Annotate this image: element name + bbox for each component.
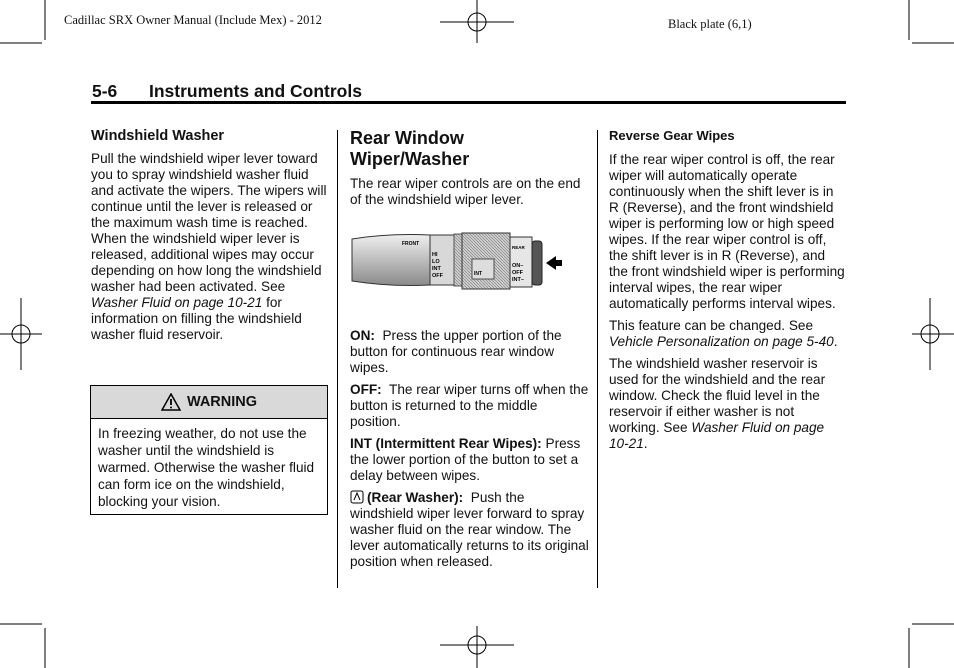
personalization-paragraph: This feature can be changed. See Vehicle Personalization on page 5-40. [609, 318, 838, 349]
int-label: INT [474, 271, 483, 277]
rear-label-int: INT– [512, 277, 524, 283]
speed-label-lo: LO [432, 259, 440, 265]
washer-fluid-link-2[interactable]: Washer Fluid on page 10-21 [609, 420, 825, 451]
warning-header [91, 386, 327, 419]
rear-wiper-intro: The rear wiper controls are on the end of the windshield wiper lever. [350, 176, 581, 207]
speed-label-int: INT [432, 266, 441, 272]
item-rear-washer: (Rear Washer): Push the windshield wiper lever forward to spray washer fluid on the rear window. The lever automatically returns to its original position when released. [350, 490, 589, 569]
wiper-lever-illustration [350, 225, 562, 297]
column-divider [597, 130, 598, 588]
item-on: ON: Press the upper portion of the button for continuous rear window wipes. [350, 328, 562, 375]
item-off: OFF: The rear wiper turns off when the button is returned to the middle position. [350, 382, 589, 429]
reservoir-paragraph: The windshield washer reservoir is used for the windshield and the rear window. Check the fluid level in the reservoir if either washer is not working. See Washer Fluid on page 10-21. [609, 356, 826, 451]
speed-label-off: OFF [432, 273, 443, 279]
front-label: FRONT [402, 241, 420, 247]
right-column [609, 128, 845, 458]
rear-label-on: ON– [512, 263, 524, 269]
rear-label-off: OFF [512, 270, 523, 276]
column-divider [337, 130, 338, 588]
reverse-gear-heading: Reverse Gear Wipes [609, 128, 735, 143]
vehicle-personalization-link[interactable]: Vehicle Personalization on page 5-40 [609, 334, 834, 349]
warning-text: In freezing weather, do not use the washer until the windshield is warmed. Otherwise the washer fluid can form ice on the windshield, blocking your vision. [98, 426, 315, 509]
windshield-washer-heading: Windshield Washer [91, 128, 225, 144]
warning-title: WARNING [186, 394, 258, 410]
rear-wiper-heading: Rear Window Wiper/Washer [350, 128, 470, 169]
warning-triangle-icon [161, 393, 181, 411]
warning-box [90, 385, 328, 515]
section-rule [91, 101, 846, 104]
rear-label: REAR [512, 245, 525, 250]
windshield-washer-paragraph: Pull the windshield wiper lever toward you to spray windshield washer fluid and activate the wipers. The wipers will continue until the lever is released or the maximum wash time is reached. When the windshield wiper lever is released, additional wipes may occur depending on how long the windshield washer had been activated. See Washer Fluid on page 10-21 for information on filling the windshield washer fluid reservoir. [91, 151, 327, 342]
speed-label-hi: HI [432, 252, 438, 258]
rear-wiper-items [350, 328, 590, 576]
reverse-gear-paragraph: If the rear wiper control is off, the rear wiper will automatically operate continuously when the shift lever is in R (Reverse), and the front windshield wiper is performing low or high speed wipes. If the rear wiper control is off, the shift lever is in R (Reverse), and the front windshield wiper is performing interval wipes, the rear wiper automatically performs interval wipes. [609, 152, 845, 311]
item-int: INT (Intermittent Rear Wipes): Press the lower portion of the button to set a delay between wipes. [350, 436, 581, 483]
left-column [91, 128, 327, 349]
plate-label: Black plate (6,1) [668, 17, 752, 31]
middle-column [350, 128, 588, 214]
section-title: Instruments and Controls [149, 81, 362, 101]
manual-title: Cadillac SRX Owner Manual (Include Mex) - 2012 [64, 13, 322, 27]
rear-washer-icon [350, 490, 364, 504]
section-number: 5-6 [92, 81, 118, 101]
washer-fluid-link[interactable]: Washer Fluid on page 10-21 [91, 295, 263, 310]
